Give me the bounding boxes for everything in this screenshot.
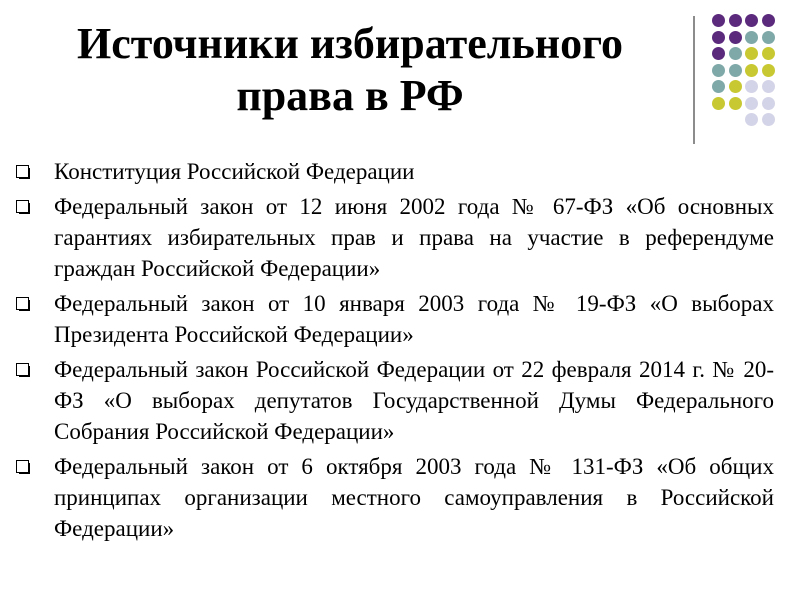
decorative-dot (762, 80, 775, 93)
list-item (12, 156, 774, 187)
list-item-text: Федеральный закон от 6 октября 2003 года № 131-ФЗ «Об общих принципах организации местного самоуправления в Российской Федерации» (54, 454, 774, 541)
decorative-dot (745, 97, 758, 110)
decorative-dot (762, 97, 775, 110)
decorative-dot (745, 14, 758, 27)
decorative-dot (762, 64, 775, 77)
decorative-dot (712, 97, 725, 110)
decorative-dot (729, 64, 742, 77)
checkbox-bullet-icon (16, 200, 29, 213)
list-item (12, 354, 774, 447)
list-item-text: Федеральный закон Российской Федерации от 22 февраля 2014 г. № 20-ФЗ «О выборах депутатов Государственной Думы Федерального Собрания Российской Федерации» (54, 357, 774, 444)
decorative-dot (712, 14, 725, 27)
decorative-dot (729, 80, 742, 93)
decorative-dot (762, 113, 775, 126)
list-item-text: Конституция Российской Федерации (54, 159, 415, 184)
checkbox-bullet-icon (16, 363, 29, 376)
checkbox-bullet-icon (16, 297, 29, 310)
checkbox-bullet-icon (16, 460, 29, 473)
list-item (12, 288, 774, 350)
decorative-dot (745, 80, 758, 93)
list-item (12, 191, 774, 284)
decorative-dot (712, 64, 725, 77)
list-item-text: Федеральный закон от 12 июня 2002 года № 67-ФЗ «Об основных гарантиях избирательных прав и права на участие в референдуме граждан Российской Федерации» (54, 194, 774, 281)
decorative-dot (712, 31, 725, 44)
decorative-dot (745, 31, 758, 44)
decorative-dot (729, 14, 742, 27)
decorative-dot (729, 97, 742, 110)
decorative-dot (745, 113, 758, 126)
decorative-dot-grid (712, 14, 784, 126)
list-item-text: Федеральный закон от 10 января 2003 года № 19-ФЗ «О выборах Президента Российской Федерации» (54, 291, 774, 347)
decorative-dot (745, 47, 758, 60)
decorative-dot (762, 31, 775, 44)
slide-title (20, 18, 680, 122)
list-item (12, 451, 774, 544)
sources-list (12, 156, 774, 548)
decorative-dot (729, 47, 742, 60)
decorative-dot (762, 14, 775, 27)
decorative-dot (712, 47, 725, 60)
decorative-dot (745, 64, 758, 77)
decorative-dot (712, 80, 725, 93)
title-line-1: Источники избирательного (77, 19, 623, 68)
decorative-dot (762, 47, 775, 60)
checkbox-bullet-icon (16, 165, 29, 178)
decorative-dot (729, 31, 742, 44)
vertical-divider (693, 16, 695, 144)
title-line-2: права в РФ (236, 71, 464, 120)
